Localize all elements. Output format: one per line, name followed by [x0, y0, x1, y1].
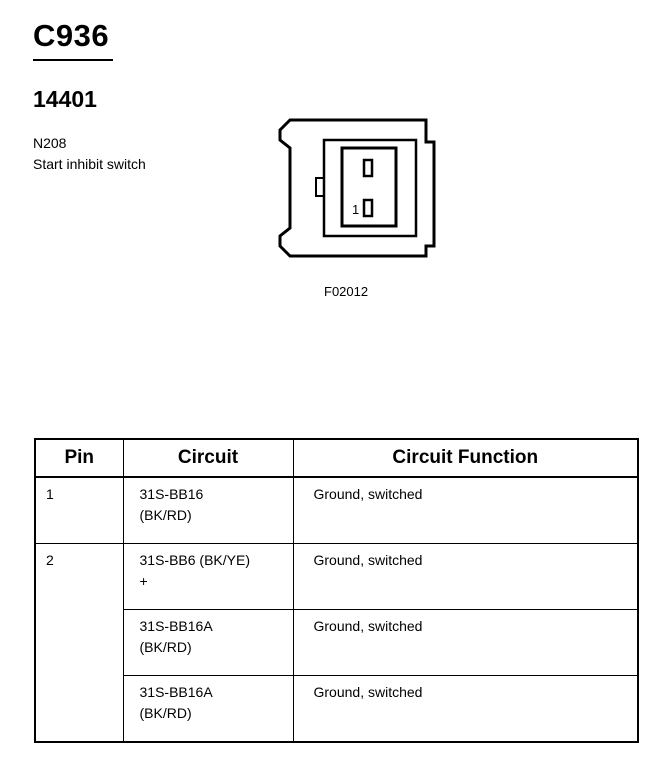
table-header-row [35, 439, 638, 477]
table-row [35, 610, 638, 676]
connector-id: C936 [33, 18, 110, 53]
circuit-cell [123, 544, 293, 610]
circuit-color: (BK/RD) [139, 639, 192, 655]
circuit-function: Ground, switched [293, 610, 638, 676]
table-row [35, 477, 638, 544]
table-row [35, 676, 638, 743]
table-row [35, 544, 638, 610]
pin-1-label: 1 [352, 202, 360, 217]
connector-id-underline [33, 59, 113, 61]
circuit-cell [123, 676, 293, 743]
circuit-function: Ground, switched [293, 676, 638, 743]
circuit-cell [123, 610, 293, 676]
connector-cavity-frame [324, 140, 416, 236]
terminal-slot-1 [364, 200, 372, 216]
component-name: Start inhibit switch [33, 156, 146, 172]
circuit-function: Ground, switched [293, 544, 638, 610]
header-pin: Pin [35, 439, 123, 477]
header-circuit-function: Circuit Function [293, 439, 638, 477]
circuit-cell [123, 477, 293, 544]
connector-face-diagram [276, 118, 446, 258]
pin-number: 1 [35, 477, 123, 544]
component-code: N208 [33, 135, 67, 151]
pin-number: 2 [35, 544, 123, 743]
header-circuit: Circuit [123, 439, 293, 477]
circuit-code: 31S-BB6 (BK/YE) [139, 552, 250, 568]
figure-id: F02012 [324, 284, 369, 299]
circuit-color: (BK/RD) [139, 507, 192, 523]
circuit-code: 31S-BB16 [139, 486, 204, 502]
circuit-color: (BK/RD) [139, 705, 192, 721]
terminal-slot-2 [364, 160, 372, 176]
circuit-code: 31S-BB16A [139, 618, 213, 634]
circuit-color: + [139, 573, 148, 589]
pin-table [34, 438, 639, 743]
part-number: 14401 [33, 86, 97, 112]
circuit-code: 31S-BB16A [139, 684, 213, 700]
circuit-function: Ground, switched [293, 477, 638, 544]
